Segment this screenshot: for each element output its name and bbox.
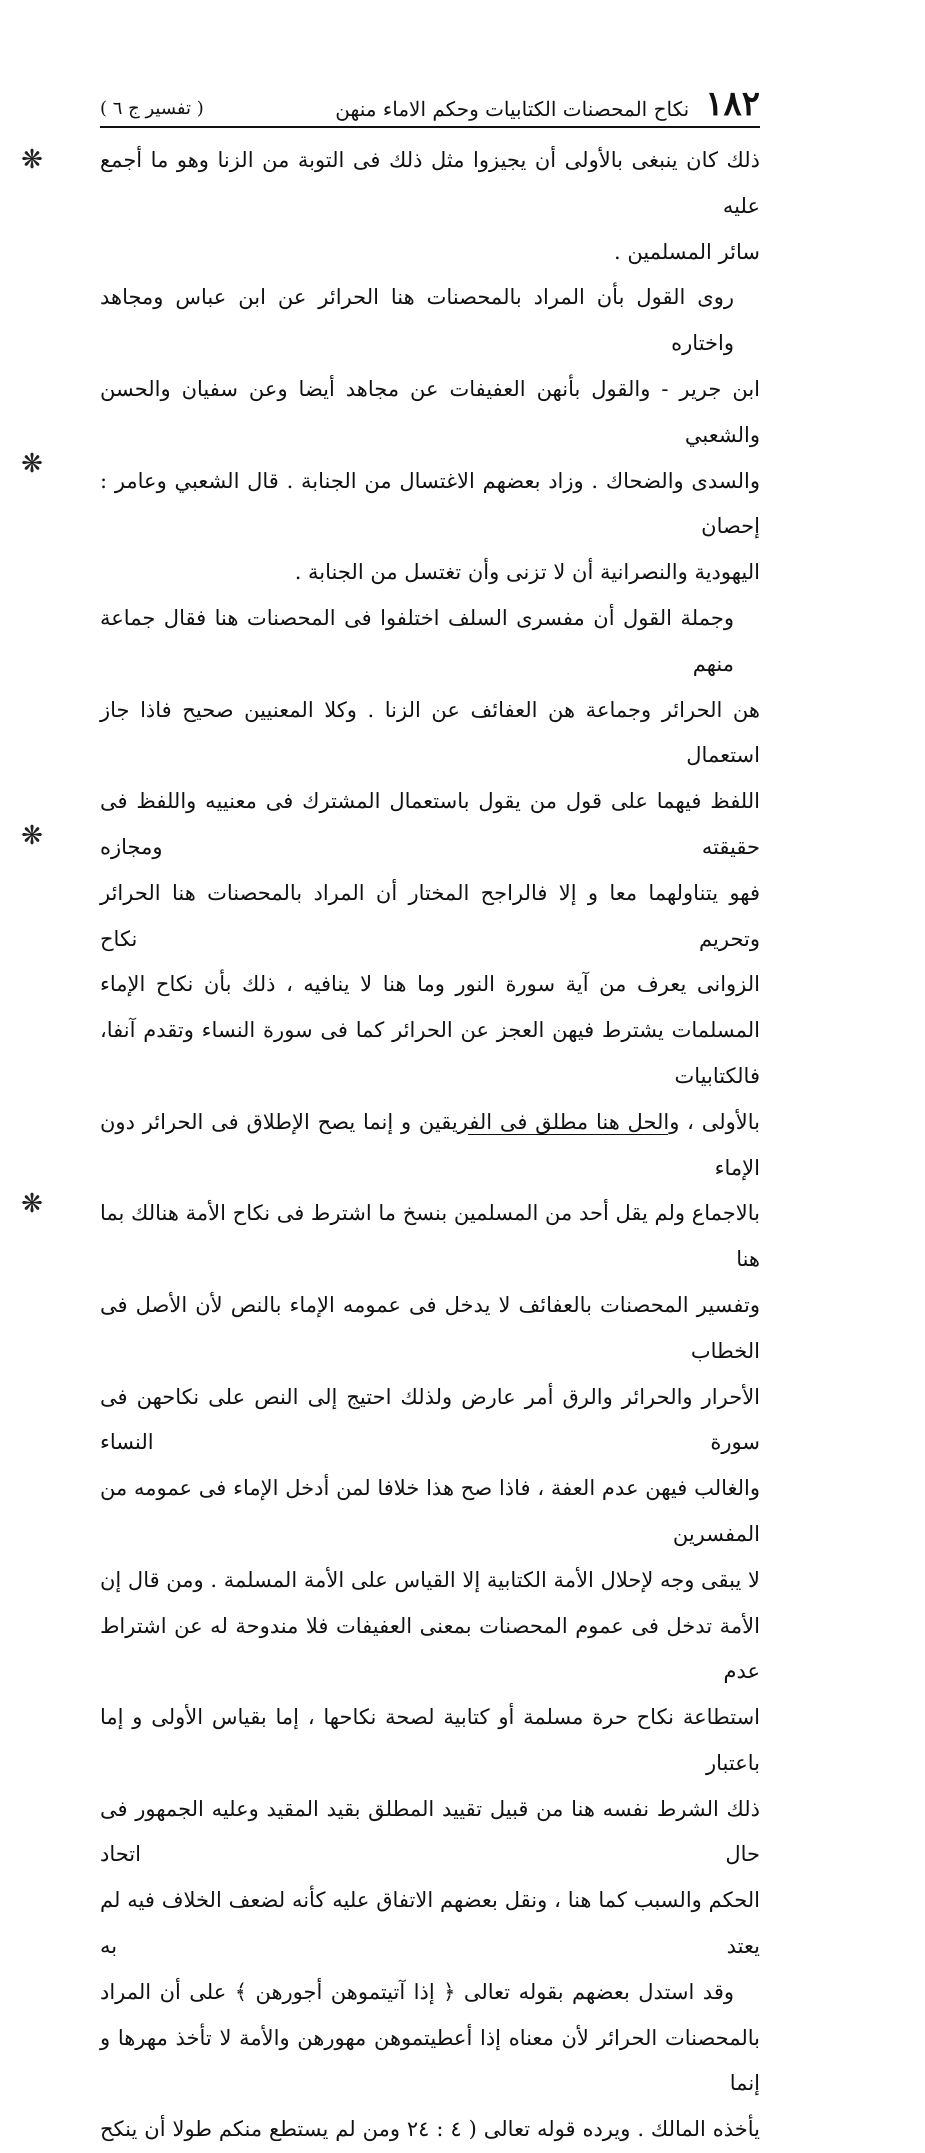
text-line: يأخذه المالك . ويرده قوله تعالى ( ٤ : ٢٤ ومن لم يستطع منكم طولا أن ينكح [100,2117,760,2142]
text-line: الحكم والسبب كما هنا ، ونقل بعضهم الاتفاق عليه كأنه لضعف الخلاف فيه لم يعتد به [100,1888,760,1959]
text-line: هن الحرائر وجماعة هن العفائف عن الزنا . وكلا المعنيين صحيح فاذا جاز استعمال [100,697,760,768]
text-line: وتفسير المحصنات بالعفائف لا يدخل فى عمومه الإماء بالنص لأن الأصل فى الخطاب [100,1292,760,1363]
text-line: الزوانى يعرف من آية سورة النور وما هنا لا ينافيه ، ذلك بأن نكاح الإماء [100,972,760,997]
text-line: اللفظ فيهما على قول من يقول باستعمال المشترك فى معنييه واللفظ فى حقيقته ومجازه [100,789,760,859]
margin-ornament-icon: ❋ [21,449,43,479]
text-line: ابن جرير - والقول بأنهن العفيفات عن مجاهد أيضا وعن سفيان والحسن والشعبي [100,376,760,447]
text-line: ذلك كان ينبغى بالأولى أن يجيزوا مثل ذلك فى التوبة من الزنا وهو ما أجمع عليه [100,148,760,218]
page-header [100,78,760,124]
text-line: فهو يتناولهما معا و إلا فالراجح المختار أن المراد بالمحصنات هنا الحرائر وتحريم نكاح [100,880,760,951]
text-line: استطاعة نكاح حرة مسلمة أو كتابية لصحة نكاحها ، إما بقياس الأولى و إما باعتبار [100,1705,760,1775]
margin-ornament-icon: ❋ [21,821,43,851]
running-title: نكاح المحصنات الكتابيات وحكم الاماء منهن [335,97,690,121]
text-line: والسدى والضحاك . وزاد بعضهم الاغتسال من الجنابة . قال الشعبي وعامر : إحصان [100,468,760,539]
text-line: بالأولى ، والحل هنا مطلق فى الفريقين و إنما يصح الإطلاق فى الحرائر دون الإماء [100,1109,760,1180]
text-line: والغالب فيهن عدم العفة ، فاذا صح هذا خلافا لمن أدخل الإماء فى عمومه من المفسرين [100,1476,760,1546]
text-line: وجملة القول أن مفسرى السلف اختلفوا فى المحصنات هنا فقال جماعة منهم [100,605,734,676]
text-line: بالمحصنات الحرائر لأن معناه إذا أعطيتموهن مهورهن والأمة لا تأخذ مهرها و إنما [100,2025,760,2096]
text-line: بالاجماع ولم يقل أحد من المسلمين بنسخ ما اشترط فى نكاح الأمة هنالك بما هنا [100,1201,760,1272]
text-line: لا يبقى وجه لإحلال الأمة الكتابية إلا القياس على الأمة المسلمة . ومن قال إن [100,1567,760,1592]
margin-ornament-icon: ❋ [21,1189,43,1219]
page-number: ١٨٢ [705,84,760,124]
text-line: روى القول بأن المراد بالمحصنات هنا الحرائر عن ابن عباس ومجاهد واختاره [100,285,734,356]
text-line: الأمة تدخل فى عموم المحصنات بمعنى العفيفات فلا مندوحة له عن اشتراط عدم [100,1613,760,1684]
separator-rule [468,1134,668,1135]
text-line: وقد استدل بعضهم بقوله تعالى ﴿ إذا آتيتموهن أجورهن ﴾ على أن المراد [100,1979,734,2004]
text-line: سائر المسلمين . [614,239,760,264]
running-reference: ( تفسير ج ٦ ) [100,98,204,119]
text-line: المسلمات يشترط فيهن العجز عن الحرائر كما فى سورة النساء وتقدم آنفا، فالكتابيات [100,1018,760,1088]
text-line: ذلك الشرط نفسه هنا من قبيل تقييد المطلق بقيد المقيد وعليه الجمهور فى حال اتحاد [100,1796,760,1867]
body-text [100,138,760,2153]
text-line: اليهودية والنصرانية أن لا تزنى وأن تغتسل من الجنابة . [294,560,760,585]
text-line: الأحرار والحرائر والرق أمر عارض ولذلك احتيج إلى النص على نكاحهن فى سورة النساء [100,1384,760,1455]
header-rule [100,126,760,128]
margin-ornament-icon: ❋ [21,145,43,175]
